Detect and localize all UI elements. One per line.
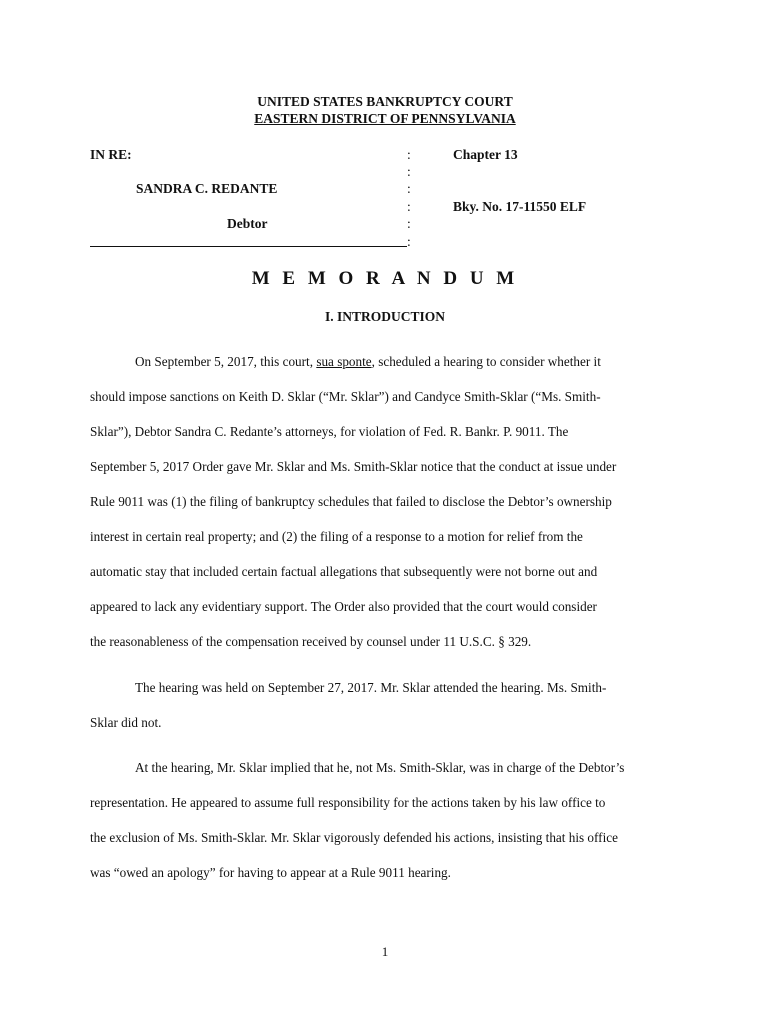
text-line: representation. He appeared to assume full responsibility for the actions taken by his law office to xyxy=(90,795,606,810)
caption-colon: : xyxy=(407,234,411,249)
text-line: At the hearing, Mr. Sklar implied that he, not Ms. Smith-Sklar, was in charge of the Debtor’s xyxy=(135,760,625,775)
text-line: the exclusion of Ms. Smith-Sklar. Mr. Sklar vigorously defended his actions, insisting that his office xyxy=(90,830,618,845)
case-number: Bky. No. 17-11550 ELF xyxy=(453,199,587,214)
text-line: September 5, 2017 Order gave Mr. Sklar and Ms. Smith-Sklar notice that the conduct at issue under xyxy=(90,459,617,474)
case-caption xyxy=(90,145,710,255)
document-title: M E M O R A N D U M xyxy=(251,268,519,289)
paragraph-testimony xyxy=(90,750,682,890)
section-heading: I. INTRODUCTION xyxy=(324,309,446,324)
caption-colon: : xyxy=(407,147,411,162)
court-header xyxy=(0,93,770,127)
paragraph-introduction xyxy=(90,344,682,659)
caption-divider xyxy=(90,246,407,247)
text-line: automatic stay that included certain factual allegations that subsequently were not borne out and xyxy=(90,564,598,579)
text-line: should impose sanctions on Keith D. Sklar (“Mr. Sklar”) and Candyce Smith-Sklar (“Ms. Smith- xyxy=(90,389,601,404)
text-line xyxy=(90,344,682,379)
debtor-label: Debtor xyxy=(227,216,268,231)
text-line: interest in certain real property; and (2) the filing of a response to a motion for relief from the xyxy=(90,529,583,544)
text-line: was “owed an apology” for having to appear at a Rule 9011 hearing. xyxy=(90,865,451,880)
text-line: Sklar did not. xyxy=(90,715,162,730)
text-line: Rule 9011 was (1) the filing of bankruptcy schedules that failed to disclose the Debtor’s ownership xyxy=(90,494,612,509)
text-line: appeared to lack any evidentiary support. The Order also provided that the court would consider xyxy=(90,599,597,614)
debtor-name: SANDRA C. REDANTE xyxy=(136,181,278,196)
paragraph-hearing xyxy=(90,670,682,740)
text-line: the reasonableness of the compensation received by counsel under 11 U.S.C. § 329. xyxy=(90,634,532,649)
in-re-label: IN RE: xyxy=(90,147,132,162)
chapter-label: Chapter 13 xyxy=(453,147,518,162)
text-line: The hearing was held on September 27, 2017. Mr. Sklar attended the hearing. Ms. Smith- xyxy=(135,680,607,695)
page-number: 1 xyxy=(381,944,389,959)
text-line: Sklar”), Debtor Sandra C. Redante’s attorneys, for violation of Fed. R. Bankr. P. 9011. The xyxy=(90,424,569,439)
court-name: UNITED STATES BANKRUPTCY COURT xyxy=(257,94,513,109)
caption-colon: : xyxy=(407,181,411,196)
caption-colon: : xyxy=(407,199,411,214)
caption-colon: : xyxy=(407,216,411,231)
text-run: On September 5, 2017, this court, xyxy=(135,354,317,369)
court-district: EASTERN DISTRICT OF PENNSYLVANIA xyxy=(254,111,516,126)
emphasized-term: sua sponte xyxy=(316,354,372,369)
caption-colon: : xyxy=(407,164,411,179)
text-run: , scheduled a hearing to consider whether it xyxy=(371,354,601,369)
